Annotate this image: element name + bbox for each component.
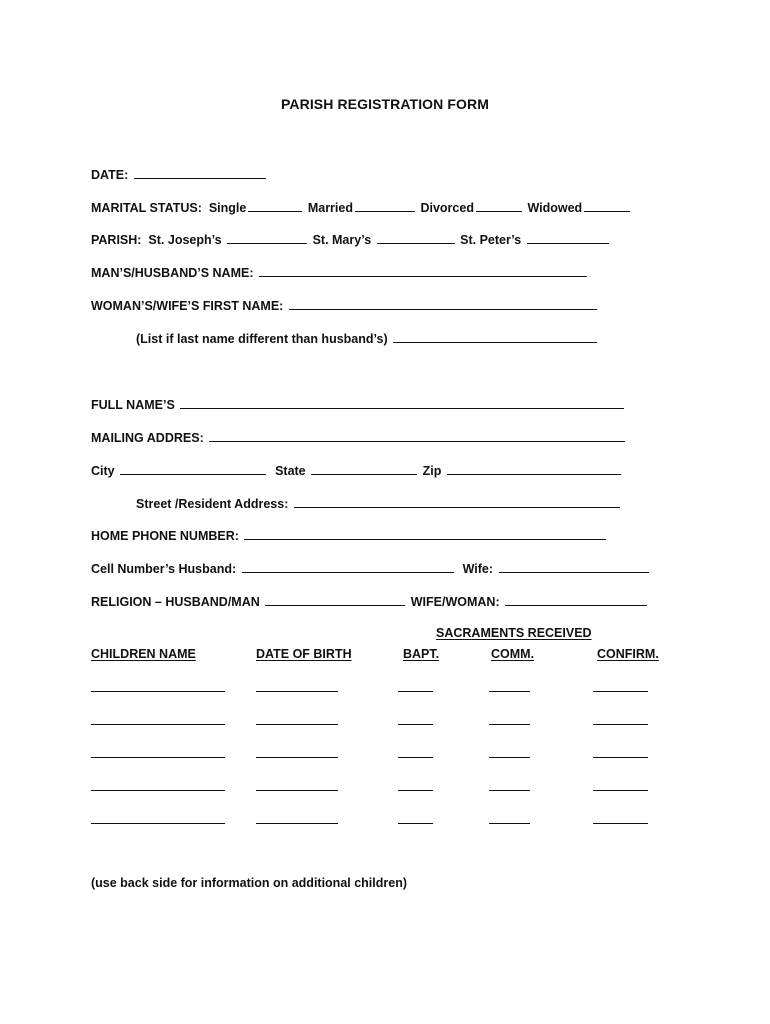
- state-label: State: [275, 464, 306, 478]
- husband-name-field[interactable]: [259, 264, 587, 277]
- child-name-field[interactable]: [91, 790, 225, 791]
- form-title: PARISH REGISTRATION FORM: [281, 96, 489, 112]
- state-field[interactable]: [311, 462, 417, 475]
- child-bapt-field[interactable]: [398, 691, 433, 692]
- date-field[interactable]: [134, 166, 266, 179]
- home-phone-line: [91, 527, 608, 543]
- child-bapt-field[interactable]: [398, 724, 433, 725]
- cell-husband-field[interactable]: [242, 560, 454, 573]
- marital-status-line: [91, 199, 632, 215]
- divorced-field[interactable]: [476, 199, 522, 212]
- child-dob-field[interactable]: [256, 823, 338, 824]
- single-label: Single: [208, 201, 247, 215]
- footer-note: (use back side for information on additional children): [91, 876, 408, 890]
- widowed-field[interactable]: [584, 199, 630, 212]
- widowed-label: Widowed: [527, 201, 583, 215]
- religion-husband-label: RELIGION – HUSBAND/MAN: [91, 595, 260, 609]
- religion-wife-label: WIFE/WOMAN:: [410, 595, 500, 609]
- sacraments-header: SACRAMENTS RECEIVED: [436, 626, 592, 640]
- city-label: City: [91, 464, 115, 478]
- st-mary-field[interactable]: [377, 231, 455, 244]
- child-dob-field[interactable]: [256, 724, 338, 725]
- child-name-field[interactable]: [91, 691, 225, 692]
- child-dob-field[interactable]: [256, 691, 338, 692]
- mailing-address-label: MAILING ADDRES:: [91, 431, 204, 445]
- religion-wife-field[interactable]: [505, 593, 647, 606]
- child-comm-field[interactable]: [489, 691, 530, 692]
- st-peter-label: St. Peter’s: [460, 233, 522, 247]
- mailing-address-line: [91, 429, 627, 445]
- st-mary-label: St. Mary’s: [312, 233, 372, 247]
- cell-husband-label: Cell Number’s Husband:: [91, 562, 237, 576]
- confirm-header: CONFIRM.: [597, 647, 659, 661]
- child-confirm-field[interactable]: [593, 757, 648, 758]
- home-phone-field[interactable]: [244, 527, 606, 540]
- zip-field[interactable]: [447, 462, 621, 475]
- religion-husband-field[interactable]: [265, 593, 405, 606]
- city-state-zip-line: [91, 462, 623, 478]
- city-field[interactable]: [120, 462, 266, 475]
- child-bapt-field[interactable]: [398, 757, 433, 758]
- single-field[interactable]: [248, 199, 302, 212]
- cell-wife-field[interactable]: [499, 560, 649, 573]
- child-confirm-field[interactable]: [593, 724, 648, 725]
- wife-last-name-line: [136, 330, 599, 346]
- st-peter-field[interactable]: [527, 231, 609, 244]
- child-dob-field[interactable]: [256, 790, 338, 791]
- child-bapt-field[interactable]: [398, 790, 433, 791]
- zip-label: Zip: [422, 464, 442, 478]
- child-confirm-field[interactable]: [593, 790, 648, 791]
- street-address-label: Street /Resident Address:: [136, 497, 289, 511]
- marital-status-label: MARITAL STATUS:: [91, 201, 202, 215]
- child-confirm-field[interactable]: [593, 823, 648, 824]
- wife-first-name-label: WOMAN’S/WIFE’S FIRST NAME:: [91, 299, 284, 313]
- divorced-label: Divorced: [420, 201, 474, 215]
- wife-last-name-label: (List if last name different than husband’s): [136, 332, 388, 346]
- child-confirm-field[interactable]: [593, 691, 648, 692]
- married-label: Married: [307, 201, 353, 215]
- mailing-address-field[interactable]: [209, 429, 625, 442]
- religion-line: [91, 593, 649, 609]
- child-comm-field[interactable]: [489, 823, 530, 824]
- street-address-line: [136, 495, 622, 511]
- husband-name-label: MAN’S/HUSBAND’S NAME:: [91, 266, 254, 280]
- date-of-birth-header: DATE OF BIRTH: [256, 647, 352, 661]
- wife-first-name-field[interactable]: [289, 297, 597, 310]
- wife-last-name-field[interactable]: [393, 330, 597, 343]
- cell-number-line: [91, 560, 651, 576]
- street-address-field[interactable]: [294, 495, 620, 508]
- child-comm-field[interactable]: [489, 790, 530, 791]
- parish-label: PARISH:: [91, 233, 142, 247]
- cell-wife-label: Wife:: [462, 562, 494, 576]
- home-phone-label: HOME PHONE NUMBER:: [91, 529, 239, 543]
- wife-first-name-line: [91, 297, 599, 313]
- children-name-header: CHILDREN NAME: [91, 647, 196, 661]
- child-comm-field[interactable]: [489, 757, 530, 758]
- date-line: [91, 166, 268, 182]
- bapt-header: BAPT.: [403, 647, 440, 661]
- husband-name-line: [91, 264, 589, 280]
- full-names-field[interactable]: [180, 396, 624, 409]
- child-name-field[interactable]: [91, 724, 225, 725]
- full-names-line: [91, 396, 626, 412]
- married-field[interactable]: [355, 199, 415, 212]
- parish-line: [91, 231, 611, 247]
- child-bapt-field[interactable]: [398, 823, 433, 824]
- child-name-field[interactable]: [91, 823, 225, 824]
- child-comm-field[interactable]: [489, 724, 530, 725]
- child-name-field[interactable]: [91, 757, 225, 758]
- comm-header: COMM.: [491, 647, 535, 661]
- date-label: DATE:: [91, 168, 129, 182]
- st-joseph-field[interactable]: [227, 231, 307, 244]
- child-dob-field[interactable]: [256, 757, 338, 758]
- st-joseph-label: St. Joseph’s: [148, 233, 222, 247]
- full-names-label: FULL NAME’S: [91, 398, 175, 412]
